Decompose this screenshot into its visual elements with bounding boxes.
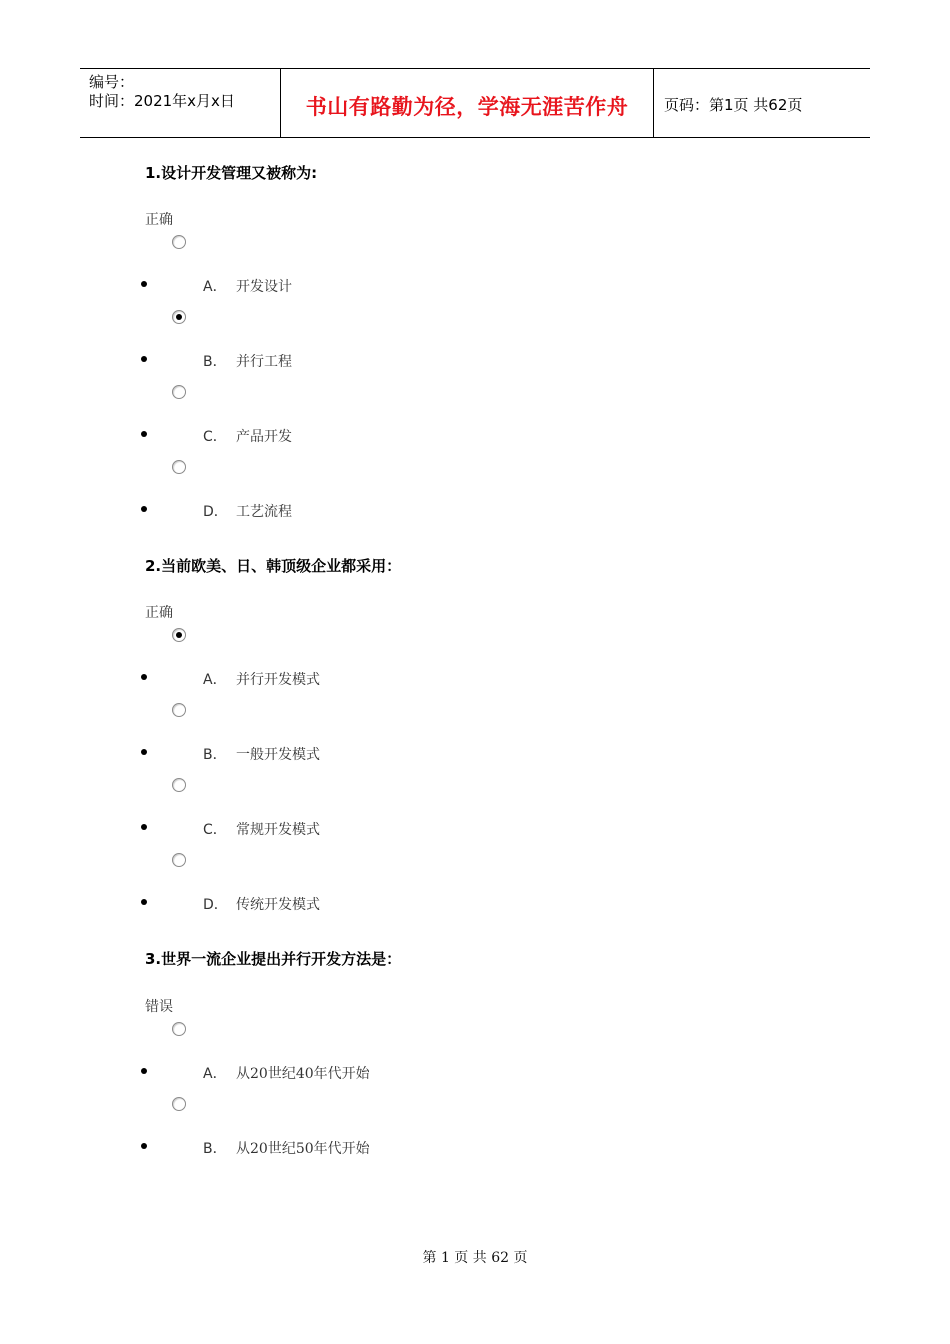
question-3-option-a-text[interactable]: 从20世纪40年代开始	[236, 1066, 370, 1082]
question-2-option-d-letter: D．	[203, 897, 228, 913]
bullet-icon	[141, 899, 147, 905]
question-1-option-d-letter: D．	[203, 504, 228, 520]
question-1-option-c-radio[interactable]	[172, 385, 186, 399]
question-2-option-c-text[interactable]: 常规开发模式	[236, 822, 320, 838]
question-1-option-a-letter: A．	[203, 279, 227, 295]
question-1-option-d-radio[interactable]	[172, 460, 186, 474]
question-2-option-d-text[interactable]: 传统开发模式	[236, 897, 320, 913]
bullet-icon	[141, 1068, 147, 1074]
question-3-status: 错误	[145, 999, 173, 1015]
question-3-option-a-letter: A．	[203, 1066, 227, 1082]
bullet-icon	[141, 824, 147, 830]
question-1-status: 正确	[145, 212, 173, 228]
question-3-option-b-letter: B．	[203, 1141, 227, 1157]
question-2-status: 正确	[145, 605, 173, 621]
question-1-option-c-text[interactable]: 产品开发	[236, 429, 292, 445]
question-3-title: 3.世界一流企业提出并行开发方法是：	[145, 950, 402, 968]
bullet-icon	[141, 674, 147, 680]
bullet-icon	[141, 356, 147, 362]
header-info-cell	[80, 69, 281, 137]
document-number-label: 编号：	[89, 73, 135, 91]
question-2-title: 2.当前欧美、日、韩顶级企业都采用：	[145, 557, 402, 575]
question-1-option-c-letter: C．	[203, 429, 227, 445]
question-2-option-b-radio[interactable]	[172, 703, 186, 717]
question-3-option-b-text[interactable]: 从20世纪50年代开始	[236, 1141, 370, 1157]
question-2-option-b-text[interactable]: 一般开发模式	[236, 747, 320, 763]
bullet-icon	[141, 1143, 147, 1149]
question-2-option-a-radio[interactable]	[172, 628, 186, 642]
question-2-option-a-text[interactable]: 并行开发模式	[236, 672, 320, 688]
header-motto: 书山有路勤为径，学海无涯苦作舟	[305, 94, 629, 119]
question-1-option-d-text[interactable]: 工艺流程	[236, 504, 292, 520]
question-1-title: 1.设计开发管理又被称为:	[145, 164, 318, 182]
question-3-option-a-radio[interactable]	[172, 1022, 186, 1036]
question-2-option-c-radio[interactable]	[172, 778, 186, 792]
question-1-option-a-radio[interactable]	[172, 235, 186, 249]
question-2-option-a-letter: A．	[203, 672, 227, 688]
question-1-option-b-text[interactable]: 并行工程	[236, 354, 292, 370]
bullet-icon	[141, 506, 147, 512]
header-page-number: 页码：第1页 共62页	[664, 96, 803, 114]
page-header	[80, 68, 870, 138]
question-1-option-b-letter: B．	[203, 354, 227, 370]
bullet-icon	[141, 431, 147, 437]
page-footer: 第 1 页 共 62 页	[422, 1250, 528, 1266]
header-motto-cell	[281, 69, 654, 137]
question-2-option-d-radio[interactable]	[172, 853, 186, 867]
question-1-option-b-radio[interactable]	[172, 310, 186, 324]
question-1-option-a-text[interactable]: 开发设计	[236, 279, 292, 295]
question-2-option-c-letter: C．	[203, 822, 227, 838]
bullet-icon	[141, 281, 147, 287]
bullet-icon	[141, 749, 147, 755]
header-page-cell	[654, 69, 870, 137]
question-2-option-b-letter: B．	[203, 747, 227, 763]
question-3-option-b-radio[interactable]	[172, 1097, 186, 1111]
document-time-label: 时间：2021年x月x日	[89, 92, 235, 110]
